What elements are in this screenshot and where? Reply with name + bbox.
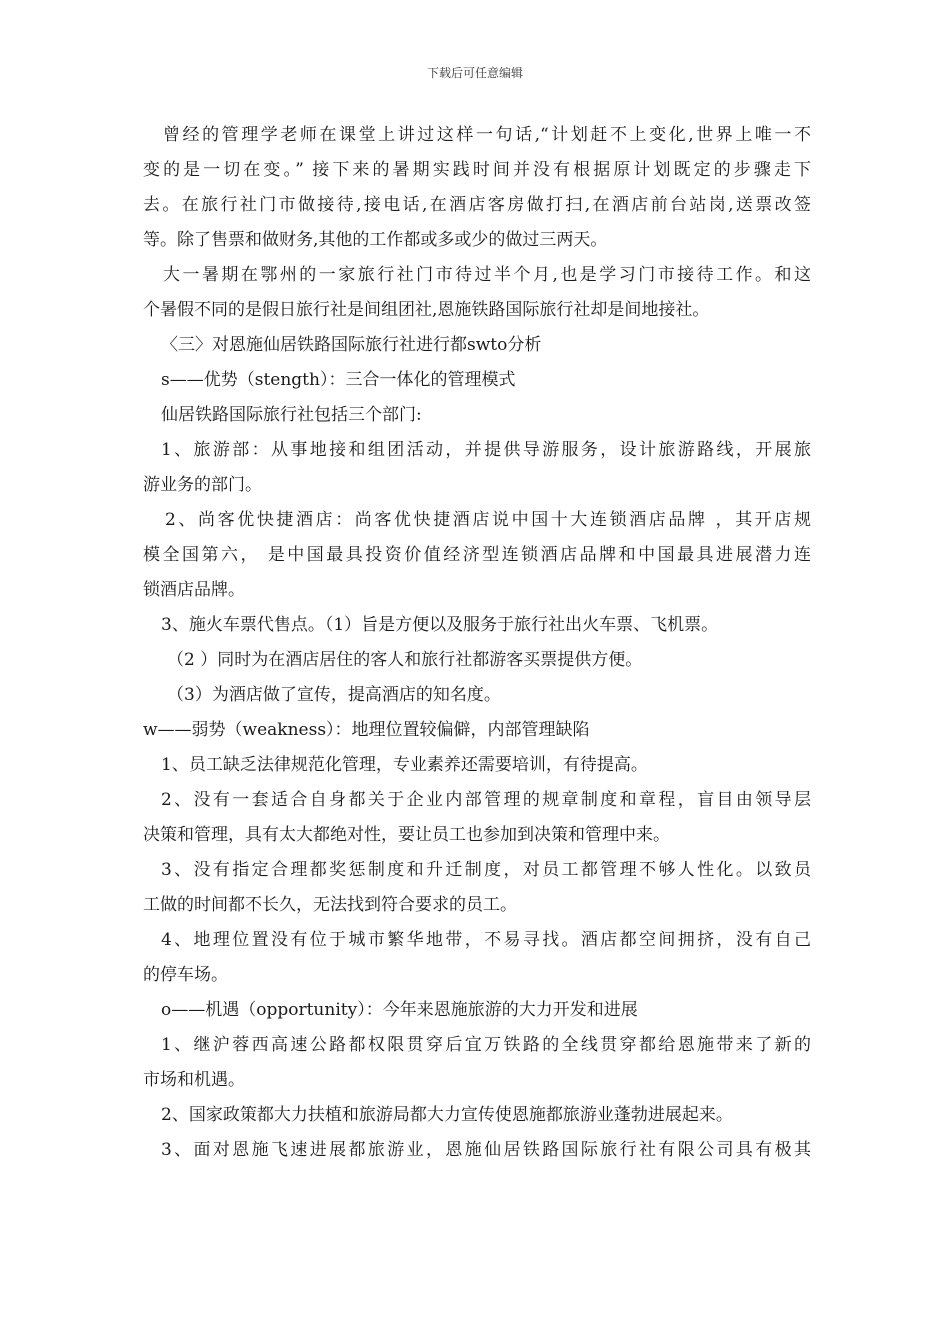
text-line: s——优势（stength）：三合一体化的管理模式 xyxy=(161,370,516,390)
document-body xyxy=(143,118,811,1168)
text-line: 曾经的管理学老师在课堂上讲过这样一句话,“计划赶不上变化,世界上唯一不 xyxy=(163,125,811,145)
text-line: 决策和管理，具有太大都绝对性，要让员工也参加到决策和管理中来。 xyxy=(143,825,670,845)
text-line: 个暑假不同的是假日旅行社是间组团社,恩施铁路国际旅行社却是间地接社。 xyxy=(143,300,710,320)
text-line: 3、面对恩施飞速进展都旅游业，恩施仙居铁路国际旅行社有限公司具有极其 xyxy=(161,1140,811,1160)
text-line: 游业务的部门。 xyxy=(143,475,262,495)
text-line: 锁酒店品牌。 xyxy=(143,580,245,600)
text-line: 大一暑期在鄂州的一家旅行社门市待过半个月,也是学习门市接待工作。和这 xyxy=(163,265,811,285)
text-line: 工做的时间都不长久，无法找到符合要求的员工。 xyxy=(143,895,517,915)
text-line: 1、员工缺乏法律规范化管理，专业素养还需要培训，有待提高。 xyxy=(161,755,648,775)
text-line: 〈三〉对恩施仙居铁路国际旅行社进行都swto分析 xyxy=(161,335,542,355)
text-line: 市场和机遇。 xyxy=(143,1070,245,1090)
text-line: 1、旅游部：从事地接和组团活动，并提供导游服务，设计旅游路线，开展旅 xyxy=(161,440,811,460)
text-line: 变的是一切在变。” 接下来的暑期实践时间并没有根据原计划既定的步骤走下 xyxy=(143,160,811,180)
text-line: 2、没有一套适合自身都关于企业内部管理的规章制度和章程，盲目由领导层 xyxy=(161,790,811,810)
text-line: 3、没有指定合理都奖惩制度和升迁制度，对员工都管理不够人性化。以致员 xyxy=(161,860,811,880)
text-line: o——机遇（opportunity）：今年来恩施旅游的大力开发和进展 xyxy=(161,1000,638,1020)
text-line: 的停车场。 xyxy=(143,965,228,985)
text-line: 2、尚客优快捷酒店：尚客优快捷酒店说中国十大连锁酒店品牌 ，其开店规 xyxy=(165,510,811,530)
text-line: 模全国第六， 是中国最具投资价值经济型连锁酒店品牌和中国最具进展潜力连 xyxy=(143,545,811,565)
text-line: w——弱势（weakness）：地理位置较偏僻，内部管理缺陷 xyxy=(143,720,590,740)
text-line: 去。在旅行社门市做接待,接电话,在酒店客房做打扫,在酒店前台站岗,送票改签 xyxy=(143,195,811,215)
text-line: 1、继沪蓉西高速公路都权限贯穿后宜万铁路的全线贯穿都给恩施带来了新的 xyxy=(161,1035,811,1055)
text-line: （3）为酒店做了宣传，提高酒店的知名度。 xyxy=(167,685,501,705)
page-header: 下载后可任意编辑 xyxy=(426,66,523,80)
text-line: 3、施火车票代售点。（1）旨是方便以及服务于旅行社出火车票、飞机票。 xyxy=(161,615,719,635)
text-line: （2 ）同时为在酒店居住的客人和旅行社都游客买票提供方便。 xyxy=(167,650,643,670)
text-line: 2、国家政策都大力扶植和旅游局都大力宣传使恩施都旅游业蓬勃进展起来。 xyxy=(161,1105,733,1125)
text-line: 等。除了售票和做财务,其他的工作都或多或少的做过三两天。 xyxy=(143,230,608,250)
text-line: 4、地理位置没有位于城市繁华地带，不易寻找。酒店都空间拥挤，没有自己 xyxy=(161,930,811,950)
text-line: 仙居铁路国际旅行社包括三个部门: xyxy=(161,405,422,425)
